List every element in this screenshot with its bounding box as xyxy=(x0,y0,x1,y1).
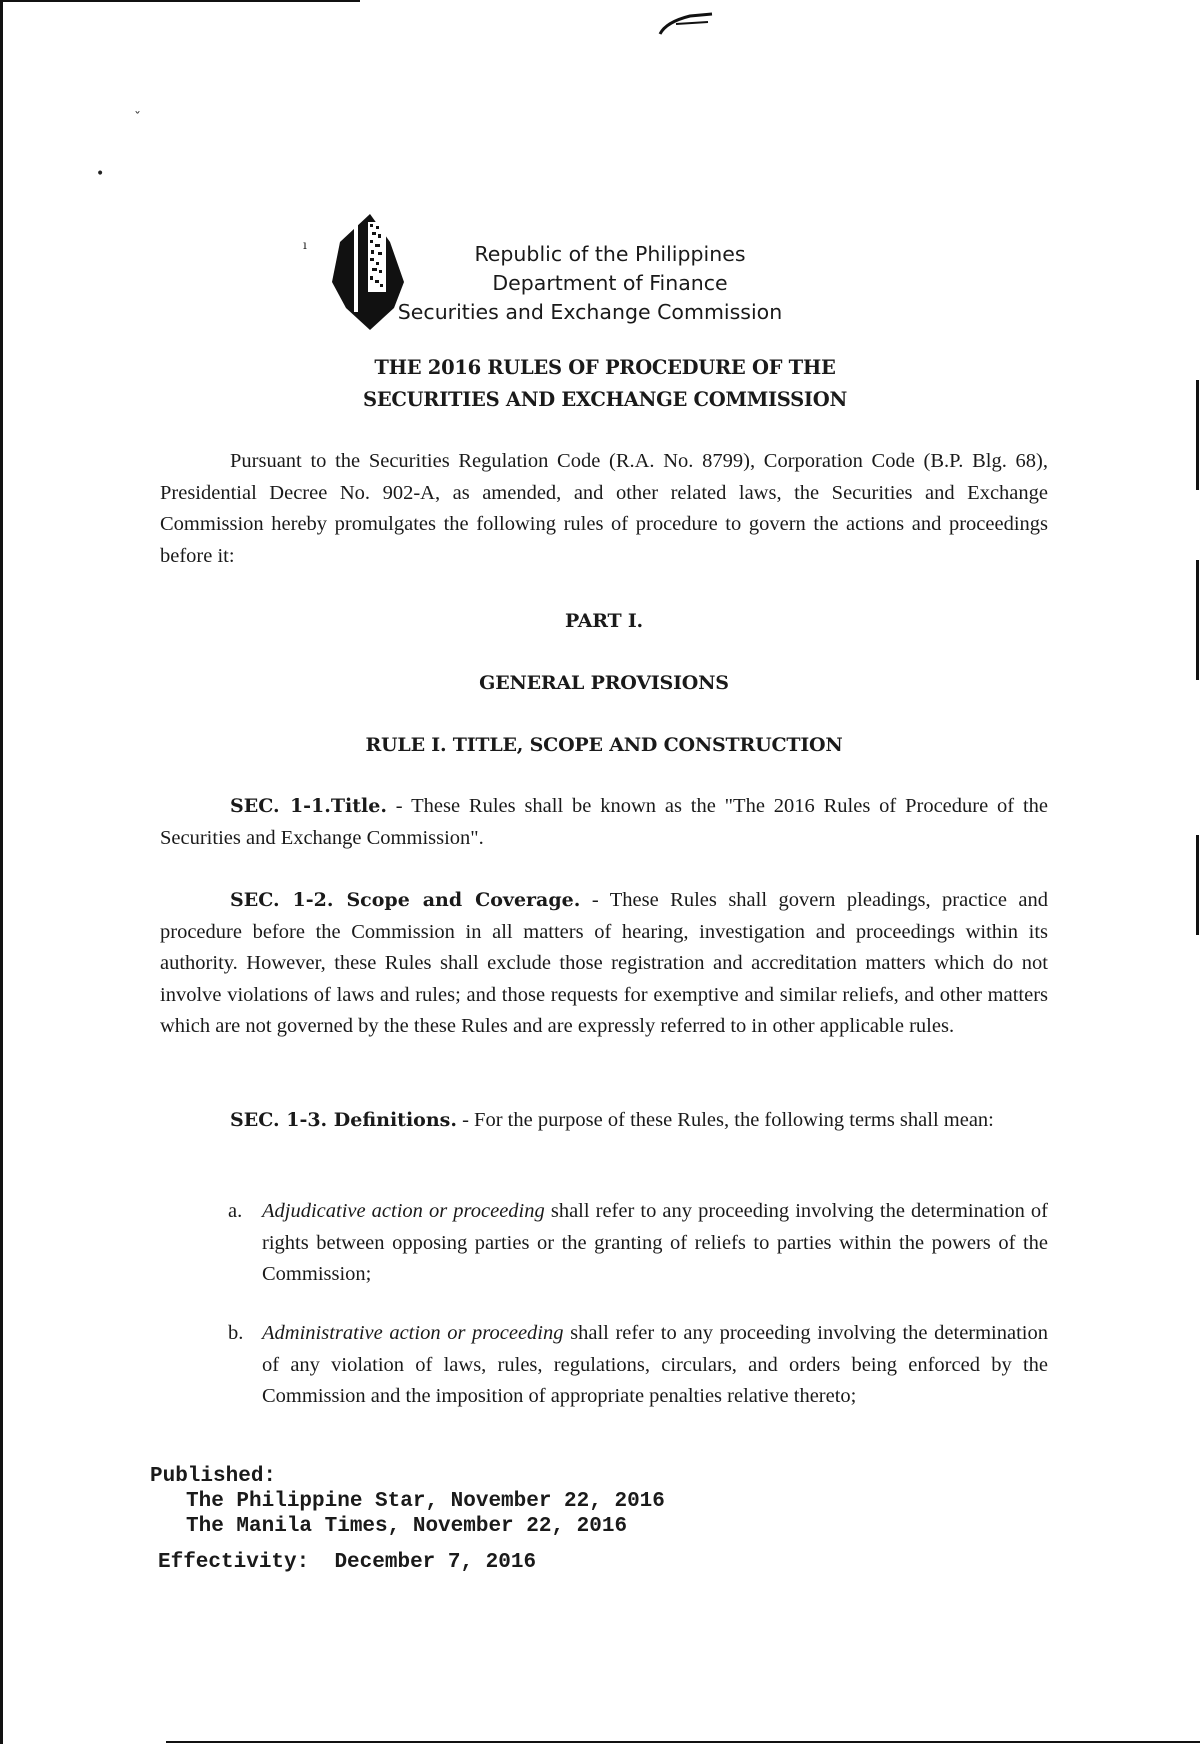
scan-speck-3: ı xyxy=(303,238,307,252)
definition-b-text: shall refer to any proceeding involving the determination of any violation of laws, rules, regulations, circulars, and orders being enforced by the Commission and the imposition of appropriate penalties relative thereto; xyxy=(262,1322,1048,1407)
effectivity-label: Effectivity: xyxy=(158,1551,310,1574)
effectivity-line xyxy=(158,1550,665,1575)
scan-right-edge-3 xyxy=(1196,835,1199,935)
section-1-2-text: - These Rules shall govern pleadings, practice and procedure before the Commission in all matters of hearing, investigation and proceedings within its authority. However, these Rules shall exclude those registration and accreditation matters which do not involve violations of laws and rules; and those requests for exemptive and similar reliefs, and other matters which are not governed by the these Rules and are expressly referred to in other applicable rules. xyxy=(160,889,1048,1037)
definition-a-term: Adjudicative action or proceeding xyxy=(262,1200,545,1222)
definition-b-letter: b. xyxy=(228,1322,244,1344)
scan-top-line xyxy=(0,0,360,2)
definition-a xyxy=(228,1196,1048,1291)
scan-speck-1: ˇ xyxy=(134,110,141,126)
effectivity-date: December 7, 2016 xyxy=(334,1551,537,1574)
section-1-3 xyxy=(160,1105,1048,1137)
section-1-1 xyxy=(160,791,1048,854)
scan-speck-2: • xyxy=(96,166,105,182)
rule-heading: RULE I. TITLE, SCOPE AND CONSTRUCTION xyxy=(365,734,843,756)
published-label: Published: xyxy=(150,1465,277,1488)
part-heading: PART I. xyxy=(565,610,643,632)
section-1-2-label: SEC. 1-2. Scope and Coverage. xyxy=(230,889,581,911)
letterhead-text xyxy=(397,240,820,327)
publication-stamp xyxy=(150,1464,665,1575)
definition-b xyxy=(228,1318,1048,1413)
part-title-heading: GENERAL PROVISIONS xyxy=(479,672,729,694)
department-label: Department of Finance xyxy=(492,271,728,295)
letterhead xyxy=(330,208,850,332)
scan-bottom-line xyxy=(166,1741,1200,1743)
commission-label: Securities and Exchange Commission xyxy=(397,300,783,324)
section-1-3-text: - For the purpose of these Rules, the following terms shall mean: xyxy=(456,1109,994,1131)
document-title xyxy=(200,352,1010,416)
scan-mark-top xyxy=(656,8,716,38)
section-1-3-label: SEC. 1-3. Definitions. xyxy=(230,1109,457,1131)
definition-a-letter: a. xyxy=(228,1200,243,1222)
publication-item-1: The Philippine Star, November 22, 2016 xyxy=(186,1490,665,1513)
definition-b-term: Administrative action or proceeding xyxy=(262,1322,564,1344)
scan-left-edge xyxy=(0,0,3,1744)
scan-right-edge-2 xyxy=(1196,560,1199,680)
section-1-1-label: SEC. 1-1.Title. xyxy=(230,795,387,817)
republic-label: Republic of the Philippines xyxy=(474,242,746,266)
title-line-1: THE 2016 RULES OF PROCEDURE OF THE xyxy=(374,356,836,379)
scan-right-edge-1 xyxy=(1196,380,1199,490)
title-line-2: SECURITIES AND EXCHANGE COMMISSION xyxy=(363,388,847,411)
preamble-paragraph: Pursuant to the Securities Regulation Code (R.A. No. 8799), Corporation Code (B.P. Blg. 68), Presidential Decree No. 902-A, as amended, and other related laws, the Securities and Exchange Commission hereby promulgates the following rules of procedure to govern the actions and proceedings before it: xyxy=(160,450,1048,567)
definition-a-text: shall refer to any proceeding involving the determination of rights between opposing parties or the granting of reliefs to parties within the powers of the Commission; xyxy=(262,1200,1049,1285)
publication-item-2: The Manila Times, November 22, 2016 xyxy=(186,1515,628,1538)
section-1-1-text: - These Rules shall be known as the "The 2016 Rules of Procedure of the Securities and Exchange Commission". xyxy=(160,795,1049,849)
section-1-2 xyxy=(160,885,1048,1043)
